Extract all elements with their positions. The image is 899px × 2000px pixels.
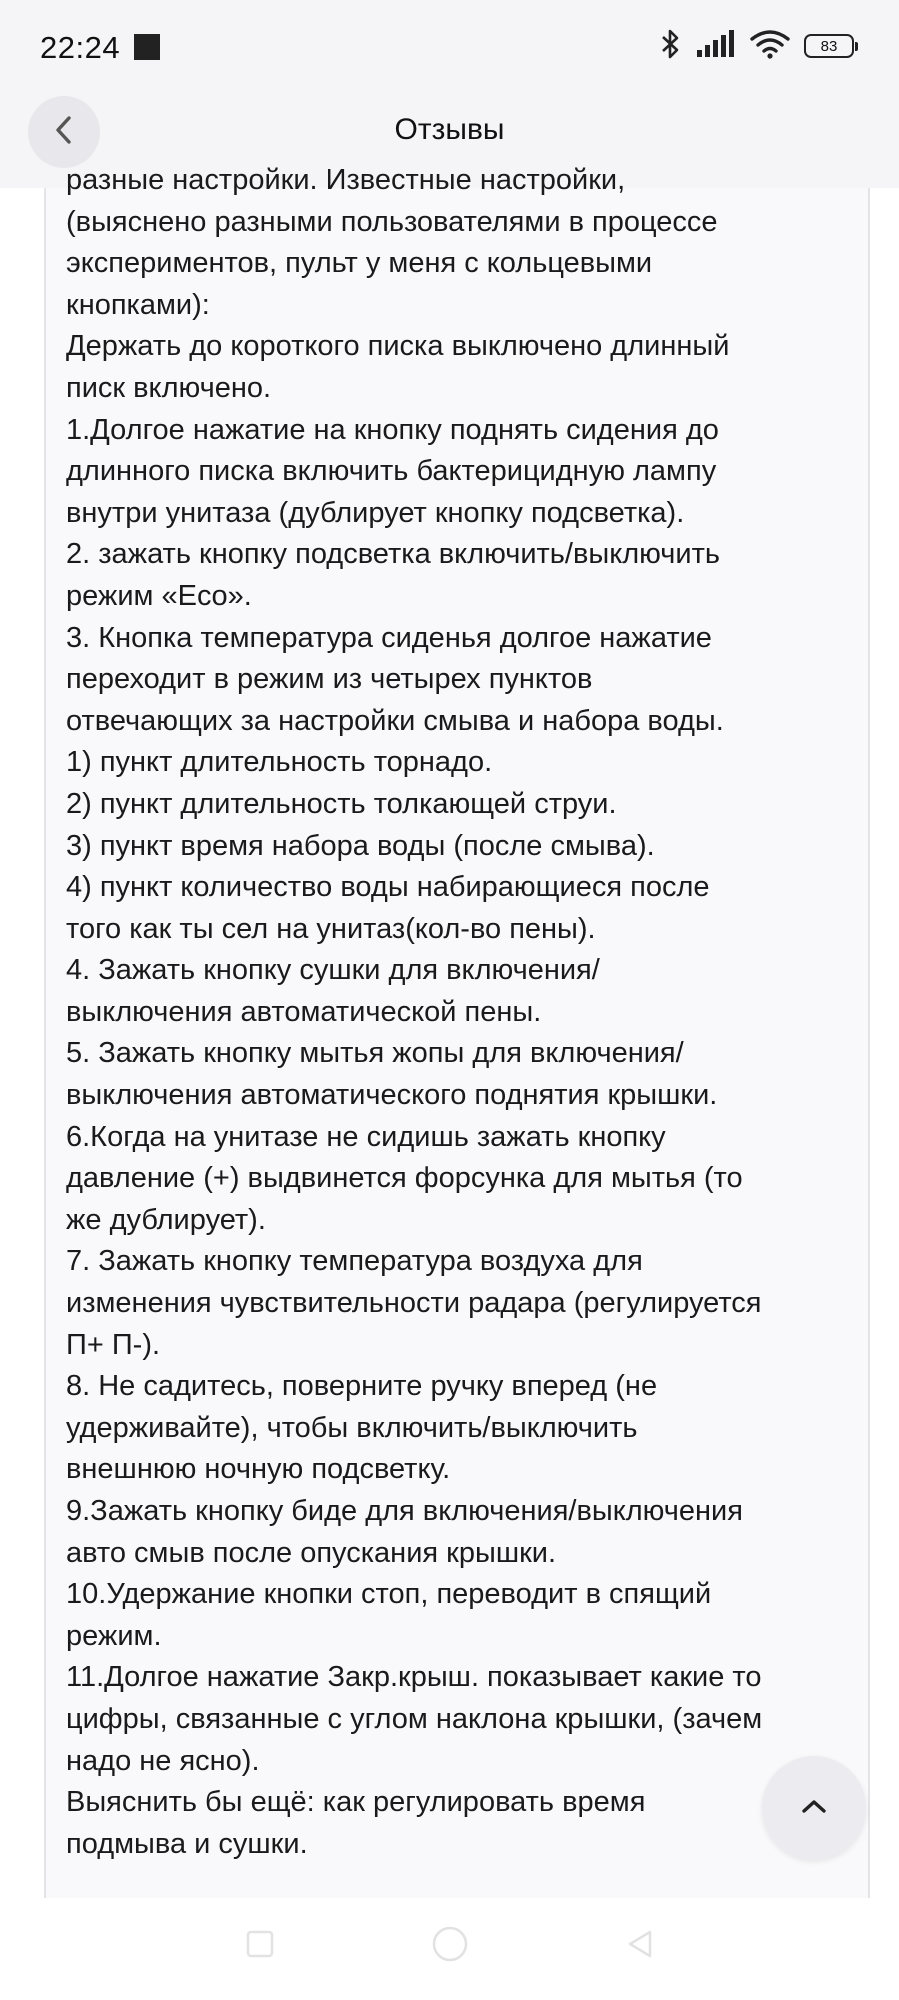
review-line: внешнюю ночную подсветку. <box>66 1453 451 1486</box>
review-line: выключения автоматической пены. <box>66 995 542 1028</box>
review-line: выключения автоматического поднятия крышки. <box>66 1079 718 1112</box>
chevron-up-icon <box>799 1796 829 1821</box>
review-line: Выяснить бы ещё: как регулировать время <box>66 1786 646 1819</box>
review-line: внутри унитаза (дублирует кнопку подсветка). <box>66 496 685 529</box>
review-line: 9.Зажать кнопку биде для включения/выключения <box>66 1495 743 1527</box>
wifi-icon <box>750 29 790 64</box>
review-line: 1.Долгое нажатие на кнопку поднять сидения до <box>66 413 719 446</box>
review-line: же дублирует). <box>66 1203 266 1236</box>
review-line: 7. Зажать кнопку температура воздуха для <box>66 1245 643 1278</box>
review-line: режим. <box>66 1619 162 1652</box>
review-card[interactable] <box>44 164 870 1898</box>
review-line: 10.Удержание кнопки стоп, переводит в спящий <box>66 1578 712 1611</box>
review-line: давление (+) выдвинется форсунка для мытья (то <box>66 1162 743 1195</box>
status-bar <box>0 0 899 96</box>
system-back-button[interactable] <box>612 1918 668 1974</box>
scroll-to-top-button[interactable] <box>762 1756 866 1860</box>
review-line: цифры, связанные с углом наклона крышки, (зачем <box>66 1702 763 1735</box>
review-line: 5. Зажать кнопку мытья жопы для включения/ <box>66 1037 684 1070</box>
review-line: писк включено. <box>66 371 272 404</box>
review-line: 2) пункт длительность толкающей струи. <box>66 787 617 820</box>
review-line: 4. Зажать кнопку сушки для включения/ <box>66 954 600 987</box>
review-line: 1) пункт длительность торнадо. <box>66 746 493 779</box>
review-line: режим «Eco». <box>66 579 252 612</box>
review-line: 3) пункт время набора воды (после смыва). <box>66 829 655 862</box>
review-line: 2. зажать кнопку подсветка включить/выключить <box>66 538 720 571</box>
review-line: П+ П-). <box>66 1328 161 1361</box>
review-line: авто смыв после опускания крышки. <box>66 1536 557 1569</box>
home-button[interactable] <box>422 1918 478 1974</box>
home-icon <box>430 1924 470 1969</box>
review-line: удерживайте), чтобы включить/выключить <box>66 1411 638 1444</box>
signal-icon <box>696 30 736 63</box>
review-line: 6.Когда на унитазе не сидишь зажать кнопку <box>66 1120 666 1153</box>
review-line: 11.Долгое нажатие Закр.крыш. показывает какие то <box>66 1661 762 1694</box>
review-line: надо не ясно). <box>66 1744 260 1777</box>
review-line: изменения чувствительности радара (регулируется <box>66 1287 762 1320</box>
review-line: 3. Кнопка температура сиденья долгое нажатие <box>66 621 712 654</box>
review-line: экспериментов, пульт у меня с кольцевыми <box>66 247 653 280</box>
notification-icon <box>134 34 160 60</box>
system-nav-bar <box>0 1898 899 2000</box>
review-line: отвечающих за настройки смыва и набора воды. <box>66 704 724 737</box>
review-line: разные настройки. Известные настройки, <box>66 164 626 196</box>
review-line: Держать до короткого писка выключено длинный <box>66 330 730 363</box>
bluetooth-icon <box>660 28 682 65</box>
review-line: кнопками): <box>66 288 210 321</box>
review-text <box>66 160 866 1865</box>
review-line: длинного писка включить бактерицидную лампу <box>66 455 717 488</box>
review-line: переходит в режим из четырех пунктов <box>66 663 593 696</box>
status-time: 22:24 <box>40 30 121 65</box>
review-line: 8. Не садитесь, поверните ручку вперед (не <box>66 1370 658 1403</box>
battery-icon <box>804 34 854 58</box>
status-icons <box>660 28 854 64</box>
review-line: подмыва и сушки. <box>66 1827 308 1860</box>
page-title: Отзывы <box>394 113 505 146</box>
back-triangle-icon <box>624 1928 656 1965</box>
review-line: 4) пункт количество воды набирающиеся после <box>66 871 710 904</box>
review-line: (выяснено разными пользователями в процессе <box>66 205 718 238</box>
recent-apps-button[interactable] <box>232 1918 288 1974</box>
battery-level: 83 <box>820 37 838 55</box>
recent-apps-icon <box>244 1928 276 1965</box>
review-line: того как ты сел на унитаз(кол-во пены). <box>66 912 596 945</box>
